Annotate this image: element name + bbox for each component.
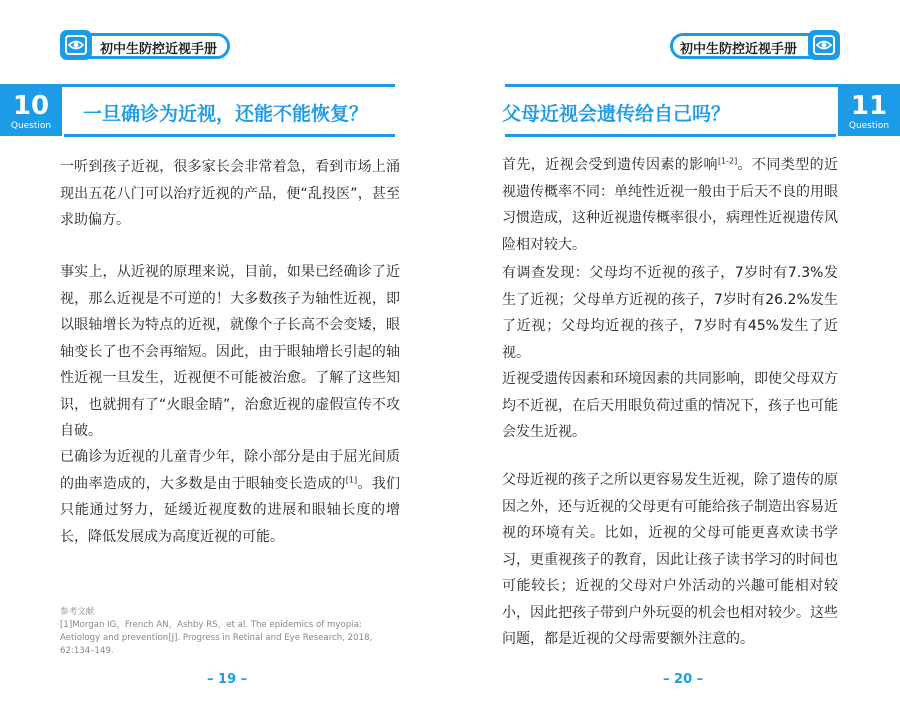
paragraph-1-text-a: 首先，近视会受到遗传因素的影响 <box>502 157 718 173</box>
paragraph-3 <box>60 444 400 550</box>
question-word: Question <box>10 121 52 131</box>
eye-icon <box>812 34 836 56</box>
question-title: 一旦确诊为近视，还能不能恢复？ <box>83 103 369 125</box>
header-icon-box <box>60 30 92 60</box>
question-title: 父母近视会遗传给自己吗？ <box>502 103 731 125</box>
paragraph-1-text-b: 。不同类型的近视遗传概率不同：单纯性近视一般由于后天不良的用眼习惯造成，这种近视遗传概率很小，病理性近视遗传风险相对较大。 <box>502 157 839 253</box>
question-badge <box>838 86 900 136</box>
page-number: – 20 – <box>663 672 704 687</box>
header-icon-box <box>808 30 840 60</box>
paragraph-2: 有调查发现：父母均不近视的孩子，7岁时有7.3%发生了近视；父母单方近视的孩子，7岁时有26.2%发生了近视；父母均近视的孩子，7岁时有45%发生了近视。 <box>502 265 838 361</box>
paragraph-3-text-b: 。我们只能通过努力，延缓近视度数的进展和眼轴长度的增长，降低发展成为高度近视的可能。 <box>60 475 401 545</box>
paragraph-4: 父母近视的孩子之所以更容易发生近视，除了遗传的原因之外，还与近视的父母更有可能给孩子制造出容易近视的环境有关。比如，近视的父母可能更喜欢读书学习，更重视孩子的教育，因此让孩子读书学习的时间也可能较长；近视的父母对户外活动的兴趣可能相对较小，因此把孩子带到户外玩耍的机会也相对较少。这些问题，都是近视的父母需要额外注意的。 <box>502 472 838 647</box>
paragraph-1 <box>502 152 838 258</box>
reference-heading: 参考文献 <box>60 607 95 617</box>
paragraph-1: 一听到孩子近视，很多家长会非常着急，看到市场上涌现出五花八门可以治疗近视的产品，便“乱投医”，甚至求助偏方。 <box>60 159 400 228</box>
reference-entry: [1]Morgan IG，French AN，Ashby RS，et al. The epidemics of myopia: Aetiology and prevention[J]. Progress in Retinal and Eye Research, 2018, 62:134–149. <box>60 620 373 656</box>
citation-mark: [1-2] <box>717 156 738 166</box>
references <box>60 606 400 658</box>
citation-mark: [1] <box>345 474 358 484</box>
paragraph-3: 近视受遗传因素和环境因素的共同影响，即使父母双方均不近视，在后天用眼负荷过重的情况下，孩子也可能会发生近视。 <box>502 371 838 440</box>
right-page <box>450 0 900 713</box>
question-word: Question <box>848 121 890 131</box>
paragraph-3-text-a: 已确诊为近视的儿童青少年，除小部分是由于屈光间质的曲率造成的，大多数是由于眼轴变长造成的 <box>60 449 400 492</box>
header-title: 初中生防控近视手册 <box>680 42 798 57</box>
question-number: 11 <box>850 91 888 121</box>
paragraph-2: 事实上，从近视的原理来说，目前，如果已经确诊了近视，那么近视是不可逆的！大多数孩子为轴性近视，即以眼轴增长为特点的近视，就像个子长高不会变矮，眼轴变长了也不会再缩短。因此，由于眼轴增长引起的轴性近视一旦发生，近视便不可能被治愈。了解了这些知识，也就拥有了“火眼金睛”，治愈近视的虚假宣传不攻自破。 <box>60 264 400 439</box>
title-underline <box>505 134 836 137</box>
title-underline <box>64 134 395 137</box>
header-title: 初中生防控近视手册 <box>100 42 218 57</box>
question-number: 10 <box>12 91 50 121</box>
eye-icon <box>64 34 88 56</box>
page-number: – 19 – <box>207 672 248 687</box>
question-badge <box>0 86 62 136</box>
